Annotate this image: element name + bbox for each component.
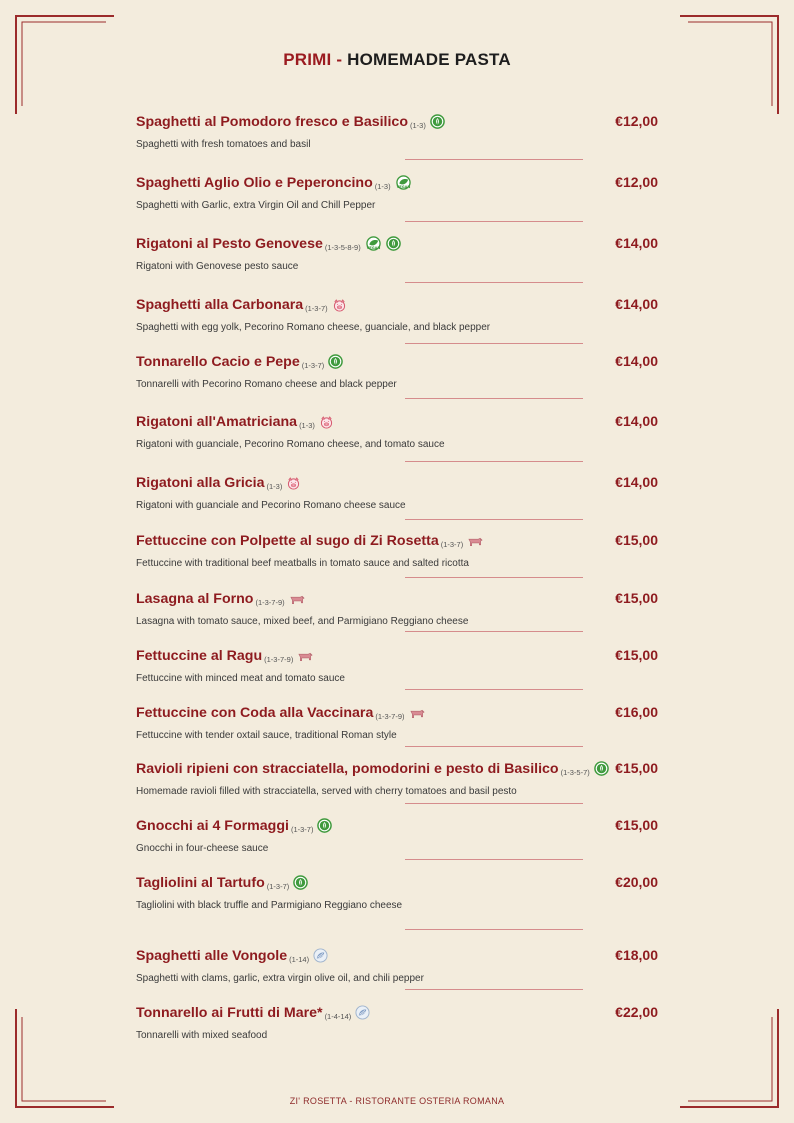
allergen-codes: (1-3) [299,421,315,430]
menu-item-title [136,174,666,196]
menu-item-title [136,947,666,969]
menu-item [136,760,666,797]
corner-ornament-bottom-left [14,1009,114,1109]
vegetarian-icon [594,761,609,776]
vegan-icon [365,236,382,251]
allergen-codes: (1-3) [410,121,426,130]
menu-item-description: Rigatoni with Genovese pesto sauce [136,261,299,272]
menu-item-title [136,235,666,257]
menu-item-description: Spaghetti with egg yolk, Pecorino Romano cheese, guanciale, and black pepper [136,322,491,333]
menu-item [136,874,666,911]
beef-icon [467,536,484,548]
menu-item-description: Homemade ravioli filled with stracciatella, served with cherry tomatoes and basil pesto [136,786,517,797]
allergen-codes: (1-14) [289,955,310,964]
menu-item-name: Ravioli ripieni con stracciatella, pomodorini e pesto di Basilico [136,761,559,777]
menu-item [136,704,666,741]
menu-item-description: Rigatoni with guanciale and Pecorino Romano cheese sauce [136,500,406,511]
allergen-codes: (1-3-7-9) [375,712,405,721]
beef-icon [289,594,306,606]
menu-item-price: €14,00 [615,474,658,490]
menu-item-title [136,113,666,135]
menu-item-name: Fettuccine con Polpette al sugo di Zi Rosetta [136,533,439,549]
vegetarian-icon [317,818,332,833]
menu-item-name: Tonnarello ai Frutti di Mare* [136,1005,323,1021]
item-divider [405,803,583,804]
item-divider [405,859,583,860]
item-divider [405,989,583,990]
shellfish-icon [355,1005,370,1020]
vegetarian-icon [328,354,343,369]
menu-item-price: €15,00 [615,647,658,663]
menu-item [136,235,666,272]
allergen-codes: (1-3-7) [440,540,464,549]
menu-item-price: €12,00 [615,174,658,190]
item-divider [405,631,583,632]
allergen-codes: (1-4-14) [324,1012,352,1021]
menu-item [136,947,666,984]
item-divider [405,519,583,520]
menu-item-name: Rigatoni al Pesto Genovese [136,236,323,252]
menu-item-title [136,296,666,318]
menu-item [136,413,666,450]
menu-item-price: €14,00 [615,296,658,312]
allergen-codes: (1-3-7) [290,825,314,834]
page-title [0,50,794,70]
item-divider [405,159,583,160]
menu-item-name: Lasagna al Forno [136,591,254,607]
menu-item-description: Fettuccine with tender oxtail sauce, traditional Roman style [136,730,397,741]
svg-text:VEGAN: VEGAN [396,184,410,189]
menu-item [136,817,666,854]
menu-item-price: €15,00 [615,760,658,776]
menu-item-title [136,817,666,839]
item-divider [405,221,583,222]
svg-text:VEGAN: VEGAN [366,245,381,250]
menu-item-title [136,413,666,435]
menu-item [136,113,666,150]
menu-item-price: €14,00 [615,353,658,369]
menu-item-price: €20,00 [615,874,658,890]
menu-item-price: €14,00 [615,235,658,251]
allergen-codes: (1-3-7) [301,361,325,370]
menu-item-description: Tagliolini with black truffle and Parmigiano Reggiano cheese [136,900,403,911]
menu-item-name: Tagliolini al Tartufo [136,875,265,891]
menu-item-title [136,647,666,669]
item-divider [405,461,583,462]
vegetarian-icon [430,114,445,129]
menu-item-title [136,532,666,554]
menu-item-description: Spaghetti with Garlic, extra Virgin Oil and Chill Pepper [136,200,376,211]
menu-item [136,590,666,627]
menu-item [136,647,666,684]
pork-icon [319,416,334,429]
allergen-codes: (1-3-7-9) [264,655,294,664]
pork-icon [332,299,347,312]
menu-item [136,353,666,390]
menu-item-title [136,704,666,726]
pork-icon [286,477,301,490]
menu-item-title [136,353,666,375]
menu-item-name: Spaghetti Aglio Olio e Peperoncino [136,175,373,191]
allergen-codes: (1-3-7) [266,882,290,891]
page-title-primi: PRIMI - [283,50,343,69]
item-divider [405,929,583,930]
menu-item-name: Rigatoni all'Amatriciana [136,414,298,430]
menu-item-description: Spaghetti with clams, garlic, extra virgin olive oil, and chili pepper [136,973,424,984]
item-divider [405,689,583,690]
item-divider [405,746,583,747]
allergen-codes: (1-3) [374,182,391,191]
beef-icon [297,651,314,663]
menu-item [136,1004,666,1041]
menu-item-name: Tonnarello Cacio e Pepe [136,354,300,370]
allergen-codes: (1-3-5-8-9) [324,243,361,252]
menu-item-name: Spaghetti al Pomodoro fresco e Basilico [136,114,408,130]
menu-item-price: €16,00 [615,704,658,720]
menu-item [136,474,666,511]
menu-item-name: Fettuccine con Coda alla Vaccinara [136,705,374,721]
menu-item-price: €18,00 [615,947,658,963]
menu-item-description: Tonnarelli with Pecorino Romano cheese and black pepper [136,379,397,390]
menu-item-price: €22,00 [615,1004,658,1020]
menu-item-price: €15,00 [615,817,658,833]
beef-icon [409,708,426,720]
menu-item-name: Fettuccine al Ragu [136,648,263,664]
menu-item-description: Spaghetti with fresh tomatoes and basil [136,139,311,150]
vegan-icon [395,175,412,190]
menu-item-price: €12,00 [615,113,658,129]
menu-item-name: Rigatoni alla Gricia [136,475,265,491]
item-divider [405,398,583,399]
vegetarian-icon [386,236,401,251]
menu-item-title [136,1004,666,1026]
allergen-codes: (1-3-7-9) [255,598,285,607]
item-divider [405,282,583,283]
menu-item-description: Tonnarelli with mixed seafood [136,1030,268,1041]
allergen-codes: (1-3-5-7) [560,768,590,777]
allergen-codes: (1-3-7) [305,304,328,313]
menu-item-title [136,590,666,612]
menu-item-description: Rigatoni with guanciale, Pecorino Romano cheese, and tomato sauce [136,439,445,450]
menu-item-price: €15,00 [615,590,658,606]
shellfish-icon [313,948,328,963]
menu-item-description: Fettuccine with minced meat and tomato sauce [136,673,345,684]
menu-item-price: €15,00 [615,532,658,548]
menu-item-description: Gnocchi in four-cheese sauce [136,843,269,854]
menu-item [136,174,666,211]
menu-item-price: €14,00 [615,413,658,429]
menu-item-title [136,760,666,782]
corner-ornament-bottom-right [680,1009,780,1109]
menu-item-name: Spaghetti alla Carbonara [136,297,304,313]
page-title-homemade-pasta: HOMEMADE PASTA [347,50,511,69]
menu-item-title [136,474,666,496]
menu-item-title [136,874,666,896]
menu-item [136,296,666,333]
vegetarian-icon [293,875,308,890]
item-divider [405,343,583,344]
menu-item-description: Fettuccine with traditional beef meatballs in tomato sauce and salted ricotta [136,558,469,569]
item-divider [405,577,583,578]
menu-item-name: Spaghetti alle Vongole [136,948,288,964]
footer-restaurant-name: ZI' ROSETTA - RISTORANTE OSTERIA ROMANA [289,1096,505,1106]
allergen-codes: (1-3) [266,482,283,491]
menu-item-name: Gnocchi ai 4 Formaggi [136,818,289,834]
menu-item-description: Lasagna with tomato sauce, mixed beef, and Parmigiano Reggiano cheese [136,616,469,627]
menu-item [136,532,666,569]
